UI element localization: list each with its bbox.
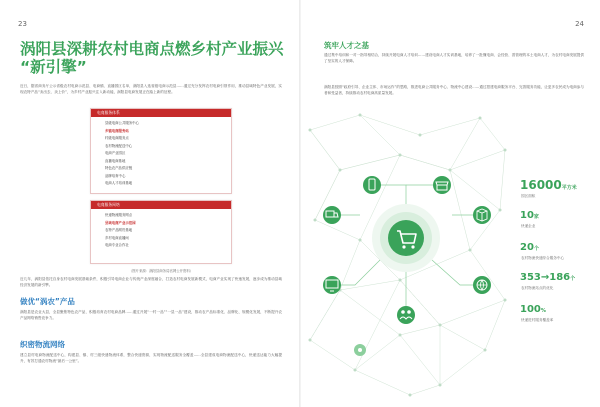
paragraph-4: 建立县村电商物流配送中心，构建县、镇、村三级快递物流体系，整合快递资源，实现物流配送服务全覆盖……全县建成电商物流配送中心，快递送达能力大幅提升，有效打通农村物流“最后一公里”。 xyxy=(20,353,282,364)
stat-unit: 家 xyxy=(533,214,539,220)
list-item: 村级电商服务点 xyxy=(105,136,129,140)
list-item: 快递物流服务网点 xyxy=(105,213,133,217)
list-item: 直播电商基地 xyxy=(105,158,126,163)
intro-paragraph: 近日，据省商务厅公示省级农村电商示范县、电商镇、直播园区名单，涡阳县入选省级电商示范县……通过充分发挥农村电商引领作用，推动县域特色产业发展，实现农特产品“卖出去、卖上价”，为乡村产业振兴注入新动能，涡阳县电商发展正在踏上新的征程。 xyxy=(20,84,282,95)
stat-value xyxy=(520,178,577,192)
stat-value-number: 100 xyxy=(520,304,541,315)
page-number-right: 24 xyxy=(575,20,584,28)
list-item: 特色农产品供应链 xyxy=(105,166,133,170)
truck-icon xyxy=(323,206,341,224)
section-heading-products: 做优“涡农”产品 xyxy=(20,297,75,306)
paragraph-3: 涡阳县是农业大县，全县聚焦特色农产品，积极培育农村电商品牌……通过开展“一村一品”“一县一品”建设，推动农产品标准化、品牌化、规模化发展，不断提升农产品网络销售竞争力。 xyxy=(20,310,282,321)
paragraph-2: 近几年，涡阳县依托自身农村电商发展基础条件，积极引导电商企业与传统产业深度融合，打造农村电商发展新模式，电商产业实现了快速发展，逐步成为推动县域经济发展的新引擎。 xyxy=(20,277,282,288)
box-icon xyxy=(473,206,491,224)
panel-a-list xyxy=(91,117,231,188)
stat-unit: 个 xyxy=(570,276,576,282)
panel-b-title: 电商服务网络 xyxy=(91,201,231,209)
figure-panel-b xyxy=(90,200,232,264)
list-item: 县级电商公共服务中心 xyxy=(105,121,139,125)
section-heading-logistics: 织密物流网络 xyxy=(20,340,65,349)
stat-label: 农村物流快递综合服务中心 xyxy=(521,256,565,260)
article-title xyxy=(20,40,285,76)
stat-value xyxy=(520,272,575,283)
title-line-2: “新引擎” xyxy=(20,58,87,76)
gear-icon xyxy=(354,344,366,356)
figure-panel-a xyxy=(90,108,232,194)
shop-icon xyxy=(433,176,451,194)
list-item: 电商人才培训基地 xyxy=(105,181,133,185)
stat-label: 园区面积 xyxy=(521,194,536,198)
list-item: 电商专业合作社 xyxy=(105,243,129,247)
stat-value-number: 353→186 xyxy=(520,272,571,283)
stat-label: 快递企业 xyxy=(521,224,536,228)
stat-value xyxy=(520,242,539,253)
list-item: 电商产业园区 xyxy=(105,151,126,155)
monitor-icon xyxy=(323,276,341,294)
section-heading-talent: 筑牢人才之基 xyxy=(324,41,369,50)
stat-value xyxy=(520,304,546,315)
list-item: 县域电商产业示范园 xyxy=(105,220,136,225)
stat-unit: % xyxy=(540,308,546,314)
list-item: 品牌培育中心 xyxy=(105,173,126,178)
hub-center xyxy=(388,220,424,256)
stat-unit: 个 xyxy=(533,246,539,252)
right-paragraph-1: 通过集中培训和一对一指导相结合，持续开展电商人才培训……建设电商人才实训基地，培养了一批懂电商、会经营、善管理的本土电商人才，为农村电商发展提供了坚实的人才保障。 xyxy=(324,53,584,64)
network-illustration xyxy=(300,110,512,400)
page-number-left: 23 xyxy=(18,20,27,28)
stat-value-number: 20 xyxy=(520,242,534,253)
title-line-1: 涡阳县深耕农村电商点燃乡村产业振兴 xyxy=(20,40,284,58)
globe-icon xyxy=(473,276,491,294)
phone-icon xyxy=(363,176,381,194)
list-item: 农村物流配送中心 xyxy=(105,143,133,148)
list-item: 乡镇电商服务站 xyxy=(105,128,129,133)
figure-screenshots xyxy=(90,108,232,264)
stat-value-number: 10 xyxy=(520,210,534,221)
stat-label: 快递进村服务覆盖率 xyxy=(521,318,554,322)
list-item: 农特产品网货基地 xyxy=(105,228,133,232)
list-item: 乡村电商直播间 xyxy=(105,235,129,240)
figure-caption: （图片来源：涡阳县商务局官网公开资料） xyxy=(128,269,194,273)
stat-value-number: 16000 xyxy=(520,178,562,192)
stat-unit: 平方米 xyxy=(561,185,577,191)
panel-b-list xyxy=(91,209,231,250)
stat-value xyxy=(520,210,539,221)
hub xyxy=(372,204,440,272)
people-icon xyxy=(397,306,415,324)
panel-a-title: 电商服务体系 xyxy=(91,109,231,117)
right-paragraph-2: 涡阳县按照“政府引导、企业主体、市场运作”的思路，推进电商公共服务中心、物流中心建设……通过搭建电商服务平台、完善服务功能，让更多农民成为电商参与者和受益者，持续推动农村电商高质量发展。 xyxy=(324,85,584,96)
stat-label: 农村物流站点的优化 xyxy=(521,286,554,290)
